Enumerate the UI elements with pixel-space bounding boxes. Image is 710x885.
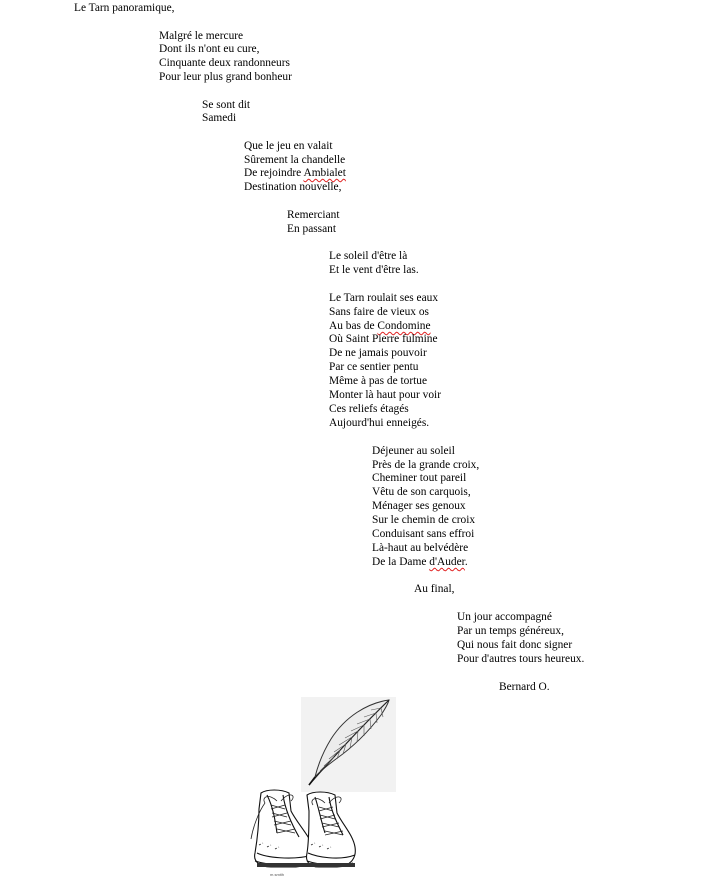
feather-image: [301, 697, 396, 792]
spellcheck-word[interactable]: d'Auder: [429, 556, 465, 568]
poem-line: Ces reliefs étagés: [329, 403, 409, 415]
poem-line: Vêtu de son carquois,: [372, 486, 471, 498]
poem-title: Le Tarn panoramique,: [74, 2, 175, 14]
poem-line: En passant: [287, 223, 337, 235]
hiking-boots-icon: [247, 783, 360, 875]
poem-line: [372, 556, 468, 570]
spellcheck-word[interactable]: Condomine: [377, 320, 431, 332]
poem-line: Samedi: [202, 112, 237, 124]
poem-line: Aujourd'hui enneigés.: [329, 417, 430, 429]
feather-icon: [301, 697, 396, 792]
poem-line-text: Au bas de: [329, 320, 378, 332]
poem-line-text: .: [464, 556, 468, 568]
poem-line: [244, 167, 346, 181]
poem-line: Au final,: [414, 583, 455, 595]
poem-line: Là-haut au belvédère: [372, 542, 469, 554]
poem-line: Pour leur plus grand bonheur: [159, 71, 292, 83]
poem-line: Où Saint Pierre fulmine: [329, 333, 438, 345]
poem-line: Par ce sentier pentu: [329, 361, 419, 373]
image-credit: m.smith: [270, 872, 284, 877]
poem-line: Le Tarn roulait ses eaux: [329, 292, 439, 304]
poem-line: Et le vent d'être las.: [329, 264, 419, 276]
signature: Bernard O.: [499, 681, 550, 693]
poem-line: De ne jamais pouvoir: [329, 347, 427, 359]
shoes-image: [247, 783, 360, 875]
poem-line: Dont ils n'ont eu cure,: [159, 43, 260, 55]
poem-line: Conduisant sans effroi: [372, 528, 475, 540]
poem-line: Sûrement la chandelle: [244, 154, 346, 166]
poem-line: Se sont dit: [202, 99, 251, 111]
poem-line: Sur le chemin de croix: [372, 514, 476, 526]
poem-line: Même à pas de tortue: [329, 375, 428, 387]
spellcheck-word[interactable]: Ambialet: [303, 167, 346, 179]
poem-line-text: De rejoindre: [244, 167, 304, 179]
poem-line: Le soleil d'être là: [329, 250, 408, 262]
poem-line: Sans faire de vieux os: [329, 306, 429, 318]
poem-line: Malgré le mercure: [159, 30, 244, 42]
poem-line: Cheminer tout pareil: [372, 472, 467, 484]
poem-line: Que le jeu en valait: [244, 140, 333, 152]
poem-line: [329, 320, 431, 334]
poem-line: Cinquante deux randonneurs: [159, 57, 290, 69]
poem-line: Déjeuner au soleil: [372, 445, 455, 457]
poem-line: Ménager ses genoux: [372, 500, 466, 512]
poem-line: Destination nouvelle,: [244, 181, 342, 193]
poem-line: Qui nous fait donc signer: [457, 639, 573, 651]
poem-line: Près de la grande croix,: [372, 459, 480, 471]
poem-line: Un jour accompagné: [457, 611, 552, 623]
poem-line-text: De la Dame: [372, 556, 430, 568]
poem-line: Remerciant: [287, 209, 340, 221]
poem-line: Par un temps généreux,: [457, 625, 564, 637]
poem-line: Pour d'autres tours heureux.: [457, 653, 585, 665]
poem-line: Monter là haut pour voir: [329, 389, 441, 401]
